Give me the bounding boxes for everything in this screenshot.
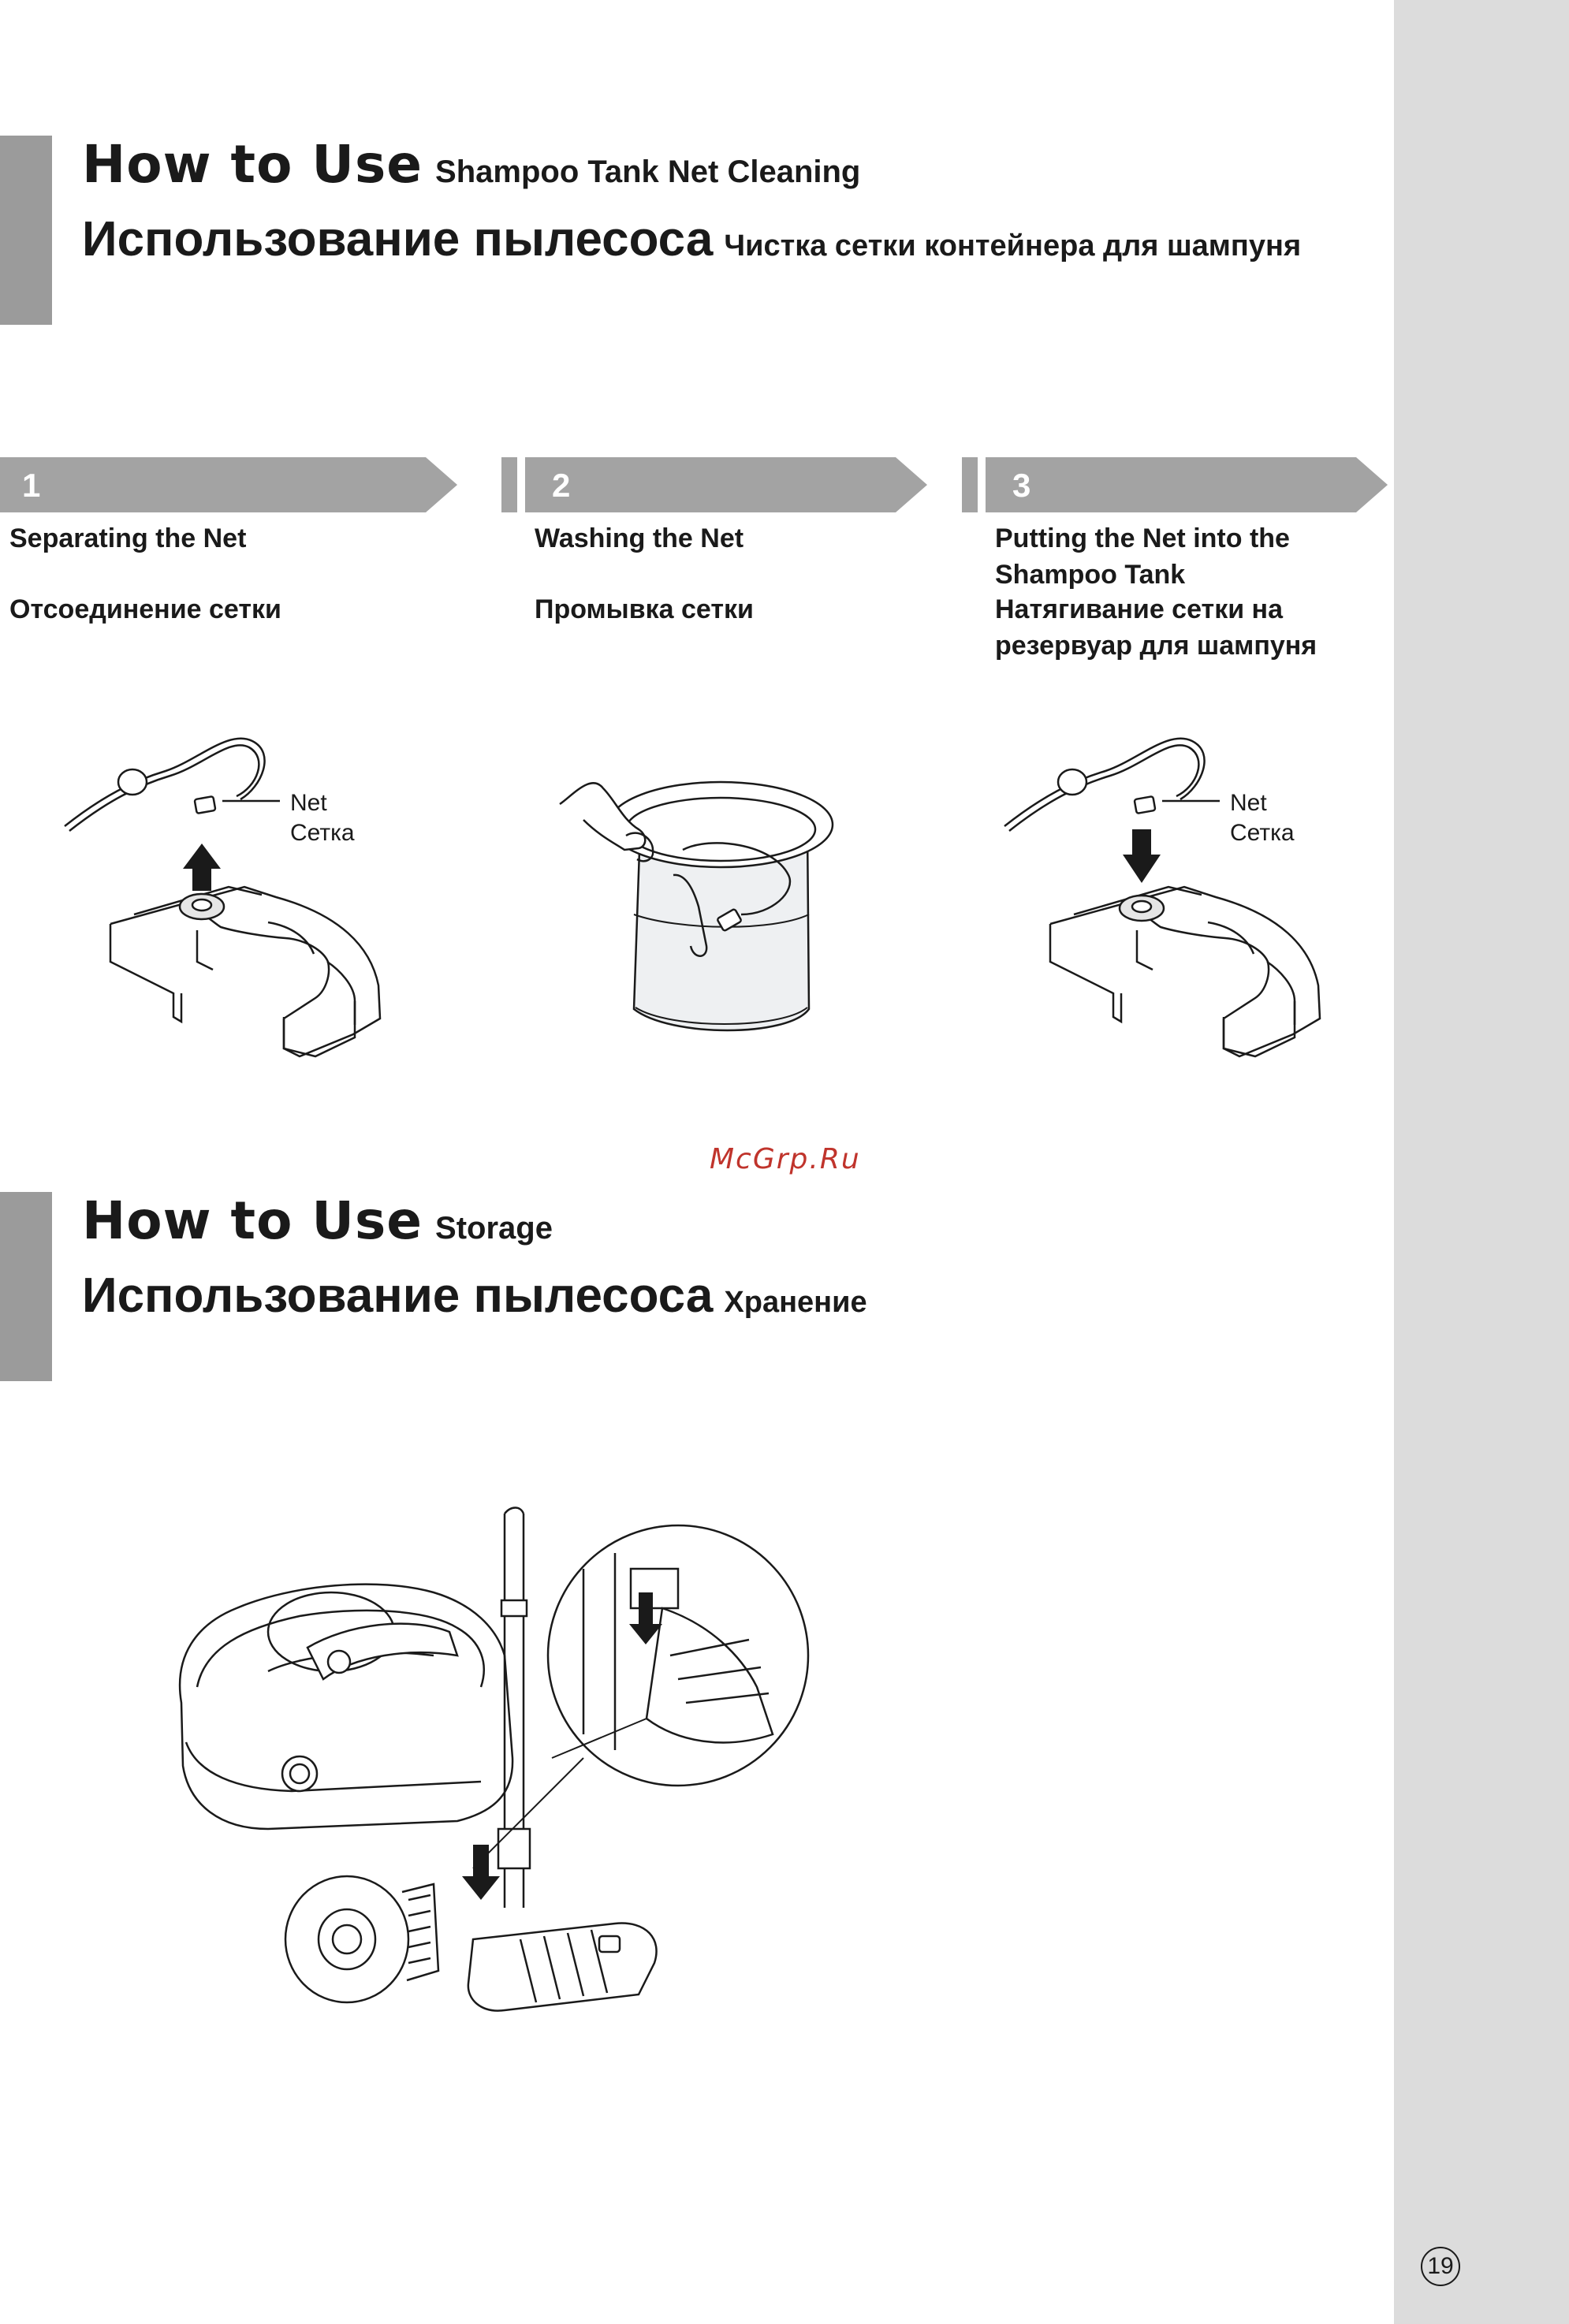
storage-subtitle-en: Storage <box>435 1211 553 1246</box>
separating-net-illustration <box>55 725 402 1104</box>
heading-ru-2: Использование пылесоса <box>82 1268 714 1323</box>
section-subtitle-en: Shampoo Tank Net Cleaning <box>435 155 861 189</box>
step-2-title-ru: Промывка сетки <box>535 594 754 624</box>
section-marker-storage <box>0 1192 52 1381</box>
step-1-callout-ru: Сетка <box>290 820 355 846</box>
right-margin-band <box>1394 0 1569 2324</box>
step-3-number: 3 <box>1012 467 1031 504</box>
watermark-text: McGrp.Ru <box>710 1143 861 1175</box>
step-2-number: 2 <box>552 467 571 504</box>
section-title-ru <box>82 211 1301 267</box>
step-2-title-en: Washing the Net <box>535 523 744 553</box>
step-1-callout-en: Net <box>290 790 327 816</box>
how-to-use-heading-2: How to Use <box>82 1190 423 1251</box>
storage-illustration <box>173 1498 836 2034</box>
step-3-callout-en: Net <box>1230 790 1267 816</box>
step-3-title-ru: Натягивание сетки на резервуар для шампуня <box>995 594 1317 661</box>
step-1-title-en: Separating the Net <box>9 523 247 553</box>
section-title-en <box>82 134 860 195</box>
step-3-title-en: Putting the Net into the Shampoo Tank <box>995 523 1290 590</box>
storage-title-ru <box>82 1268 867 1324</box>
storage-title-en <box>82 1190 553 1251</box>
step-3-callout-ru: Сетка <box>1230 820 1295 846</box>
page-number: 19 <box>1421 2247 1460 2286</box>
heading-ru: Использование пылесоса <box>82 212 714 266</box>
storage-subtitle-ru: Хранение <box>724 1286 867 1319</box>
how-to-use-heading: How to Use <box>82 134 423 195</box>
step-1-number: 1 <box>22 467 41 504</box>
step-1-bar <box>0 457 459 512</box>
step-1-title-ru: Отсоединение сетки <box>9 594 281 624</box>
section-subtitle-ru: Чистка сетки контейнера для шампуня <box>724 229 1302 263</box>
section-marker <box>0 136 52 325</box>
putting-net-illustration <box>995 725 1342 1104</box>
washing-net-illustration <box>552 757 836 1041</box>
